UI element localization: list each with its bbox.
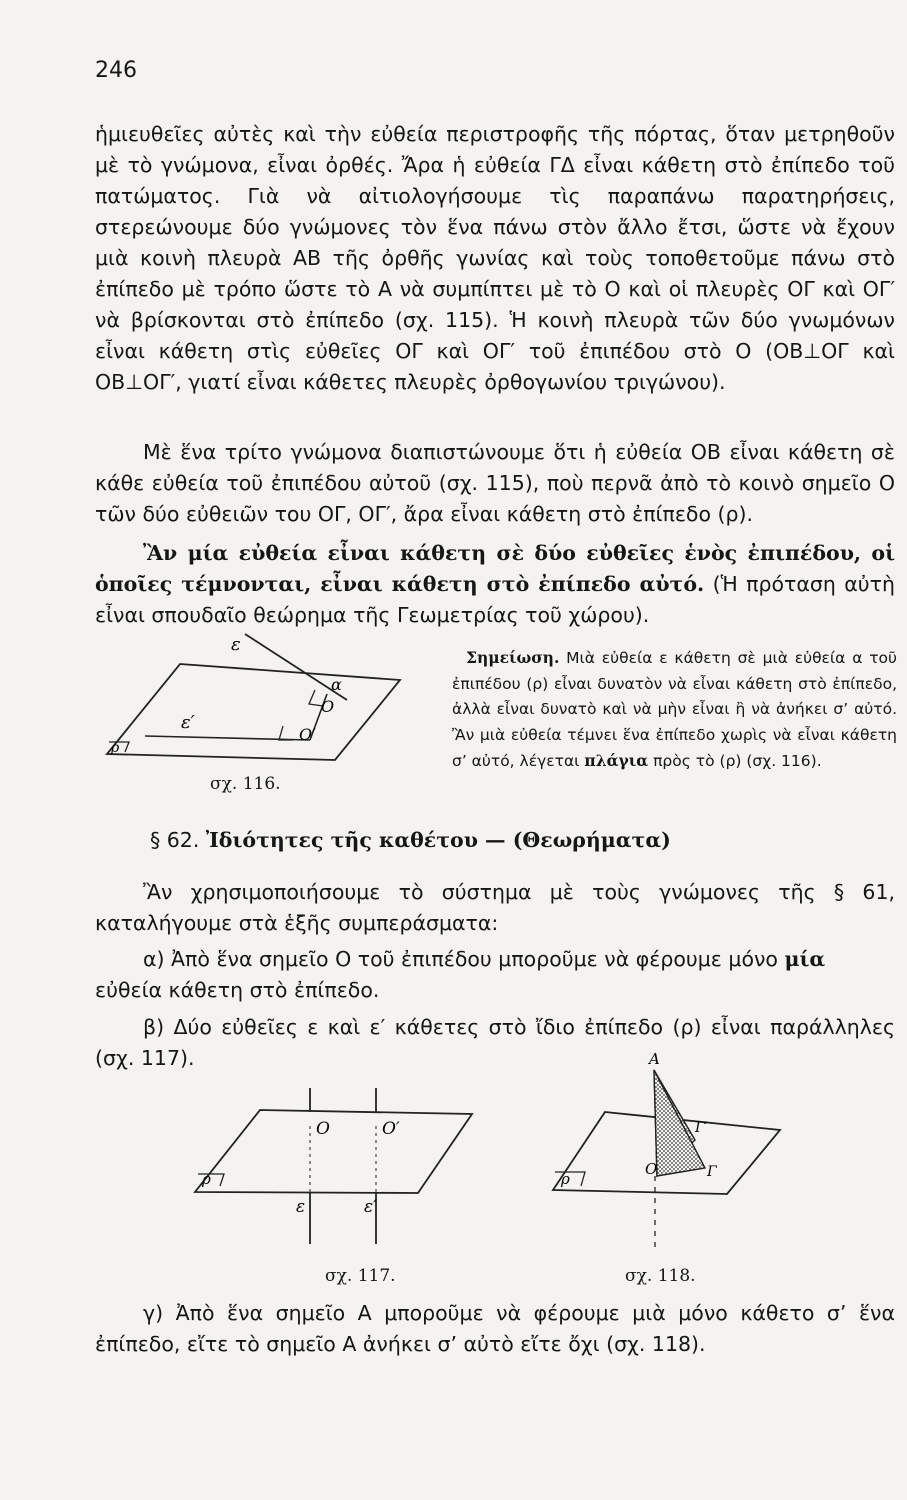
paragraph-7 [95,1298,895,1360]
label-o-prime-116: Ο′ [299,725,316,744]
label-rho-118: ρ [561,1170,570,1188]
paragraph-5-emphasis: μία [784,947,826,971]
figure-116 [85,628,415,768]
label-a-118: Α [649,1050,660,1068]
plane-rho-116 [107,664,400,760]
label-rho-116: ρ [111,740,120,756]
page-number: 246 [95,58,137,83]
paragraph-5-post: εὐθεία κάθετη στὸ ἐπίπεδο. [95,978,380,1002]
paragraph-5 [95,944,895,1006]
paragraph-6-text: β) Δύο εὐθεῖες ε καὶ ε′ κάθετες στὸ ἴδιο ἐπίπεδο (ρ) εἶναι παράλληλες (σχ. 117). [95,1015,895,1070]
paragraph-4 [95,877,895,939]
figure-117 [190,1080,480,1250]
label-g-118: Γ [707,1164,717,1180]
figure-118 [535,1050,785,1250]
section-number: § 62. [150,828,200,852]
paragraph-5-pre: α) Ἀπὸ ἕνα σημεῖο Ο τοῦ ἐπιπέδου μποροῦμε νὰ φέρουμε μόνο [143,947,785,971]
paragraph-1-text: ἡμιευθεῖες αὐτὲς καὶ τὴν εὐθεία περιστροφῆς τῆς πόρτας, ὅταν μετρηθοῦν μὲ τὸ γνώμονα, εἶναι ὀρθές. Ἄρα ἡ εὐθεία ΓΔ εἶναι κάθετη στὸ ἐπίπεδο τοῦ πατώματος. Γιὰ νὰ αἰτιολογήσουμε τὶς παραπάνω παρατηρήσεις, στερεώνουμε δύο γνώμονες τὸν ἕνα πάνω στὸν ἄλλο ἔτσι, ὥστε νὰ ἔχουν μιὰ κοινὴ πλευρὰ ΑΒ τῆς ὀρθῆς γωνίας καὶ τοὺς τοποθετοῦμε πάνω στὸ ἐπίπεδο μὲ τρόπο ὥστε τὸ Α νὰ συμπίπτει μὲ τὸ Ο καὶ οἱ πλευρὲς ΟΓ καὶ ΟΓ′ νὰ βρίσκονται στὸ ἐπίπεδο (σχ. 115). Ἡ κοινὴ πλευρὰ τῶν δύο γνωμόνων εἶναι κάθετη στὶς εὐθεῖες ΟΓ καὶ ΟΓ′ τοῦ ἐπιπέδου στὸ Ο (ΟΒ⊥ΟΓ καὶ ΟΒ⊥ΟΓ′, γιατί εἶναι κάθετες πλευρὲς ὀρθογωνίου τριγώνου). [95,122,895,394]
note-label: Σημείωση. [466,648,560,667]
caption-fig-116: σχ. 116. [210,774,281,794]
label-rho-117: ρ [202,1170,211,1188]
label-o-117: Ο [316,1119,330,1139]
caption-fig-117: σχ. 117. [325,1266,396,1286]
label-g-prime-118: Γ′ [695,1120,708,1136]
note-text-end: πρὸς τὸ (ρ) (σχ. 116). [648,752,822,770]
label-o-116: Ο [321,697,335,716]
paragraph-1 [95,119,895,398]
label-a-116: α [331,675,342,694]
theorem-statement: Ἂν μία εὐθεία εἶναι κάθετη σὲ δύο εὐθεῖες ἑνὸς ἐπιπέδου, οἱ ὁποῖες τέμνονται, εἶναι κάθετη στὸ ἐπίπεδο αὐτό. [95,541,895,596]
paragraph-3 [95,538,895,631]
paragraph-7-text: γ) Ἀπὸ ἕνα σημεῖο Α μποροῦμε νὰ φέρουμε μιὰ μόνο κάθετο σ’ ἕνα ἐπίπεδο, εἴτε τὸ σημεῖο Α ἀνήκει σ’ αὐτὸ εἴτε ὄχι (σχ. 118). [95,1301,895,1356]
paragraph-2-text: Μὲ ἕνα τρίτο γνώμονα διαπιστώνουμε ὅτι ἡ εὐθεία ΟΒ εἶναι κάθετη σὲ κάθε εὐθεία τοῦ ἐπιπέδου αὐτοῦ (σχ. 115), ποὺ περνᾶ ἀπὸ τὸ κοινὸ σημεῖο Ο τῶν δύο εὐθειῶν του ΟΓ, ΟΓ′, ἄρα εἶναι κάθετη στὸ ἐπίπεδο (ρ). [95,440,895,526]
label-e-prime-116: ε′ [181,712,195,733]
section-title: Ἰδιότητες τῆς καθέτου — (Θεωρήματα) [205,828,671,852]
label-e-prime-117: ε′ [364,1197,377,1217]
label-e-117: ε [296,1197,306,1217]
right-angle-mark-o-prime [279,726,293,740]
note-block [452,645,897,775]
caption-fig-118: σχ. 118. [625,1266,696,1286]
paragraph-4-text: Ἂν χρησιμοποιήσουμε τὸ σύστημα μὲ τοὺς γνώμονες τῆς § 61, καταλήγουμε στὰ ἑξῆς συμπεράσματα: [95,880,895,935]
section-heading [150,828,671,852]
label-o-118: Ο [645,1160,658,1178]
label-o-prime-117: Ο′ [382,1119,400,1139]
note-term-oblique: πλάγια [584,751,649,770]
note-text: Μιὰ εὐθεία ε κάθετη σὲ μιὰ εὐθεία α τοῦ ἐπιπέδου (ρ) εἶναι δυνατὸν νὰ εἶναι κάθετη στὸ ἐπίπεδο, ἀλλὰ εἶναι δυνατὸ καὶ νὰ μὴν εἶναι ἢ νὰ ἀνήκει σ’ αὐτό. Ἂν μιὰ εὐθεία τέμνει ἕνα ἐπίπεδο χωρὶς νὰ εἶναι κάθετη σ’ αὐτό, λέγεται [452,649,897,770]
label-e-116: ε [231,634,241,655]
paragraph-2 [95,437,895,530]
plane-rho-117 [195,1110,472,1193]
theorem-remark: (Ἡ πρόταση αὐτὴ εἶναι σπουδαῖο θεώρημα τῆς Γεωμετρίας τοῦ χώρου). [95,572,896,627]
